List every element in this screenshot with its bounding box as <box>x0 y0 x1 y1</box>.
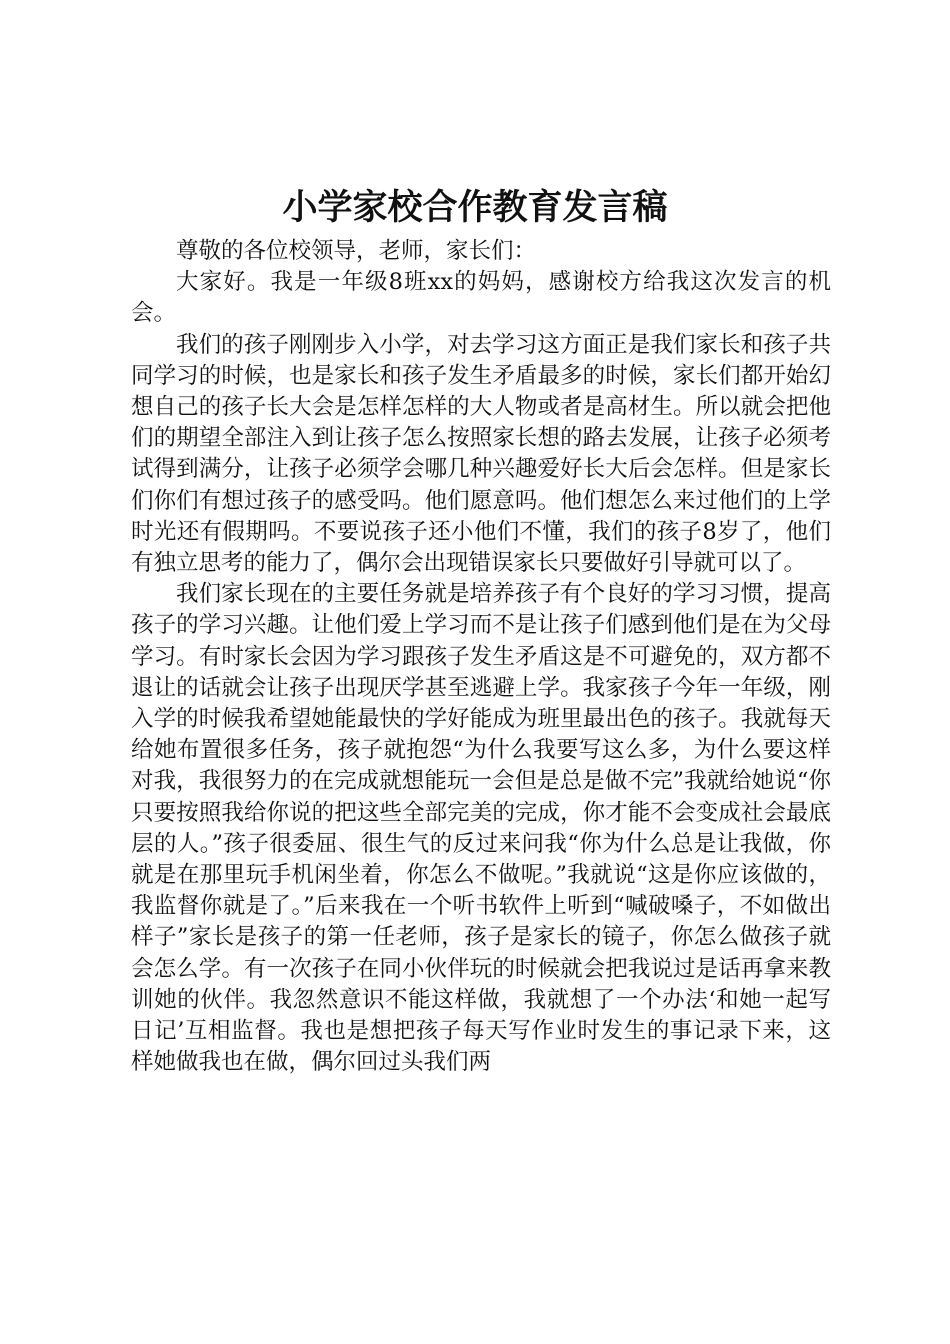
salutation-paragraph: 尊敬的各位校领导，老师，家长们： <box>176 238 537 264</box>
greeting-paragraph: 大家好。我是一年级8班xx的妈妈，感谢校方给我这次发言的机会。 <box>131 269 831 327</box>
body-paragraph: 我们家长现在的主要任务就是培养孩子有个良好的学习习惯，提高孩子的学习兴趣。让他们爱上学习而不是让孩子们感到他们是在为父母学习。有时家长会因为学习跟孩子发生矛盾这是不可避免的，双方都不退让的话就会让孩子出现厌学甚至逃避上学。我家孩子今年一年级，刚入学的时候我希望她能最快的学好能成为班里最出色的孩子。我就每天给她布置很多任务，孩子就抱怨“为什么我要写这么多，为什么要这样对我，我很努力的在完成就想能玩一会但是总是做不完”我就给她说“你只要按照我给你说的把这些全部完美的完成，你才能不会变成社会最底层的人。”孩子很委屈、很生气的反过来问我“你为什么总是让我做，你就是在那里玩手机闲坐着，你怎么不做呢。”我就说“这是你应该做的，我监督你就是了。”后来我在一个听书软件上听到“喊破嗓子，不如做出样子”家长是孩子的第一任老师，孩子是家长的镜子，你怎么做孩子就会怎么学。有一次孩子在同小伙伴玩的时候就会把我说过是话再拿来教训她的伙伴。我忽然意识不能这样做，我就想了一个办法‘和她一起写日记’互相监督。我也是想把孩子每天写作业时发生的事记录下来，这样她做我也在做，偶尔回过头我们两 <box>131 581 831 1076</box>
document-title: 小学家校合作教育发言稿 <box>282 187 668 228</box>
body-paragraph: 我们的孩子刚刚步入小学，对去学习这方面正是我们家长和孩子共同学习的时候，也是家长和孩子发生矛盾最多的时候，家长们都开始幻想自己的孩子长大会是怎样怎样的大人物或者是高材生。所以就会把他们的期望全部注入到让孩子怎么按照家长想的路去发展，让孩子必须考试得到满分，让孩子必须学会哪几种兴趣爱好长大后会怎样。但是家长们你们有想过孩子的感受吗。他们愿意吗。他们想怎么来过他们的上学时光还有假期吗。不要说孩子还小他们不懂，我们的孩子8岁了，他们有独立思考的能力了，偶尔会出现错误家长只要做好引导就可以了。 <box>131 331 831 577</box>
document-body <box>131 236 831 1078</box>
